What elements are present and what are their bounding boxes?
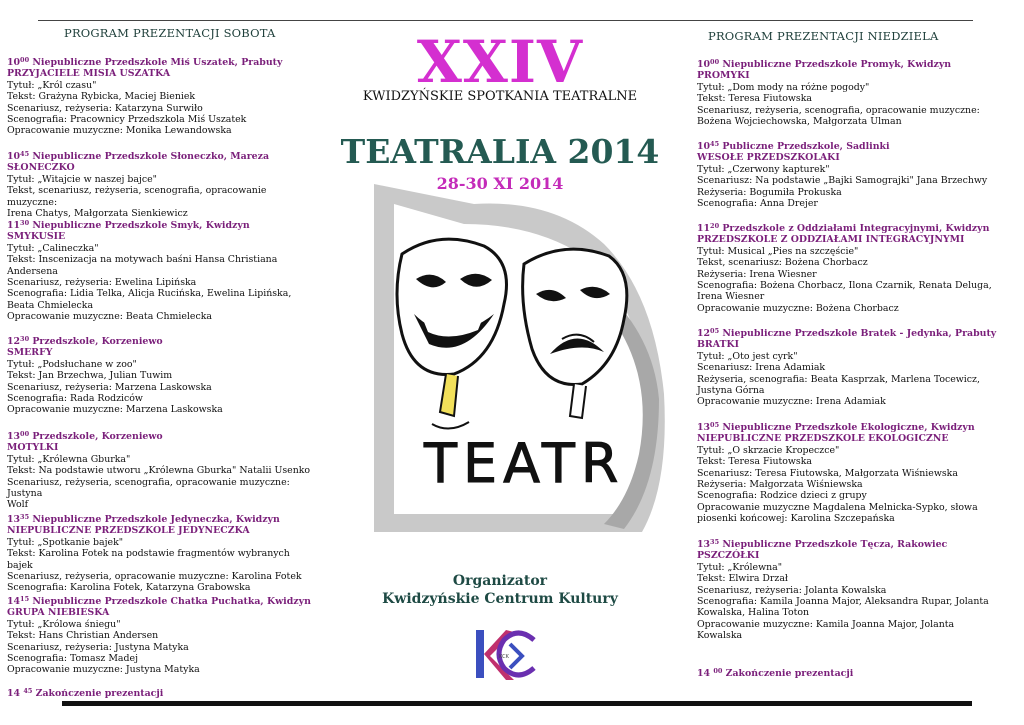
program-entry — [7, 686, 312, 699]
entry-time-minutes: 05 — [710, 421, 720, 429]
entry-detail: Tytuł: „Dom mody na różne pogody" — [697, 81, 870, 93]
bottom-rule — [62, 701, 972, 706]
entry-title — [697, 666, 1002, 679]
entry-detail: Tytuł: „Królowa śniegu" — [7, 618, 121, 630]
entry-detail: Bożena Wojciechowska, Małgorzata Ulman — [697, 116, 902, 128]
entry-group: NIEPUBLICZNE PRZEDSZKOLE JEDYNECZKA — [7, 525, 250, 537]
entry-time: 13 — [7, 514, 21, 525]
entry-time-minutes: 35 — [710, 538, 720, 546]
entry-detail: Reżyseria: Małgorzata Wiśniewska — [697, 479, 863, 491]
entry-detail: Tytuł: „Królewna" — [697, 561, 783, 573]
festival-title: TEATRALIA 2014 — [340, 132, 660, 171]
entry-detail: Justyna Górna — [697, 385, 765, 397]
entry-time-minutes: 30 — [20, 219, 30, 227]
entry-organizer: Niepubliczne Przedszkole Tęcza, Rakowiec — [719, 539, 948, 550]
teatr-lettering: TEATR — [424, 432, 625, 495]
entry-detail: Scenografia: Pracownicy Przedszkola Miś Uszatek — [7, 114, 247, 126]
entry-group: MOTYLKI — [7, 442, 59, 454]
entry-detail: Scenografia: Karolina Fotek, Katarzyna Grabowska — [7, 582, 251, 594]
entry-organizer: Zakończenie prezentacji — [32, 688, 164, 699]
entry-detail: Scenariusz, reżyseria: Marzena Laskowska — [7, 381, 212, 393]
entry-organizer: Niepubliczne Przedszkole Smyk, Kwidzyn — [29, 220, 250, 231]
entry-detail: Scenografia: Rada Rodziców — [7, 393, 143, 405]
entry-detail: Kowalska, Halina Toton — [697, 607, 810, 619]
entry-detail: Tytuł: „Witajcie w naszej bajce" — [7, 173, 157, 185]
entry-time-minutes: 30 — [20, 335, 30, 343]
entry-time-minutes: 15 — [20, 595, 30, 603]
entry-detail: Opracowanie muzyczne: Marzena Laskowska — [7, 404, 223, 416]
organizer-name: Kwidzyńskie Centrum Kultury — [382, 591, 618, 607]
top-rule — [38, 20, 973, 21]
entry-detail: Opracowanie muzyczne: Kamila Joanna Major, Jolanta — [697, 618, 955, 630]
entry-time-minutes: 45 — [23, 687, 33, 695]
entry-detail: Tytuł: „Oto jest cyrk" — [697, 350, 798, 362]
entry-detail: Scenariusz, reżyseria: Katarzyna Surwiło — [7, 102, 203, 114]
entry-title — [7, 429, 312, 442]
program-entry — [7, 512, 312, 594]
entry-time: 13 — [697, 422, 711, 433]
entry-detail: Tekst: Grażyna Rybicka, Maciej Bieniek — [7, 91, 196, 103]
entry-detail: Tytuł: „Calineczka" — [7, 242, 99, 254]
saturday-header: PROGRAM PREZENTACJI SOBOTA — [64, 26, 276, 40]
entry-detail: Scenariusz: Teresa Fiutowska, Małgorzata Wiśniewska — [697, 467, 958, 479]
entry-detail: Tekst, scenariusz, reżyseria, scenografia, opracowanie muzyczne: — [7, 185, 267, 208]
entry-time-minutes: 35 — [20, 513, 30, 521]
entry-detail: Tekst, scenariusz: Bożena Chorbacz — [697, 257, 868, 269]
entry-title — [7, 686, 312, 699]
entry-detail: Scenariusz, reżyseria: Justyna Matyka — [7, 641, 189, 653]
entry-detail: Scenariusz, reżyseria: Ewelina Lipińska — [7, 277, 197, 289]
entry-time-minutes: 45 — [20, 150, 30, 158]
edition-number: XXIV — [416, 28, 584, 96]
entry-time-minutes: 00 — [20, 56, 30, 64]
festival-dates: 28-30 XI 2014 — [436, 174, 564, 193]
entry-title — [7, 334, 312, 347]
entry-organizer: Niepubliczne Przedszkole Chatka Puchatka, Kwidzyn — [29, 596, 311, 607]
program-entry — [697, 326, 1002, 408]
entry-detail: Tytuł: „Spotkanie bajek" — [7, 536, 124, 548]
entry-detail: Scenografia: Kamila Joanna Major, Aleksandra Rupar, Jolanta — [697, 596, 989, 608]
entry-title — [7, 512, 312, 525]
entry-time: 10 — [697, 59, 711, 70]
entry-time: 10 — [7, 57, 21, 68]
entry-detail: Opracowanie muzyczne: Bożena Chorbacz — [697, 302, 899, 314]
entry-organizer: Przedszkole z Oddziałami Integracyjnymi, Kwidzyn — [719, 223, 990, 234]
entry-detail: Scenariusz: Na podstawie „Bajki Samograjki" Jana Brzechwy — [697, 175, 988, 187]
sunday-header: PROGRAM PREZENTACJI NIEDZIELA — [708, 29, 939, 43]
program-entry — [697, 666, 1002, 679]
entry-time-minutes: 05 — [710, 327, 720, 335]
entry-time-minutes: 20 — [710, 222, 720, 230]
entry-detail: Tytuł: Musical „Pies na szczęście" — [697, 245, 859, 257]
entry-time: 13 — [697, 539, 711, 550]
program-entry — [697, 57, 1002, 127]
entry-detail: Tekst: Inscenizacja na motywach baśni Hansa Christiana — [7, 254, 278, 266]
entry-title — [697, 57, 1002, 70]
festival-subtitle: KWIDZYŃSKIE SPOTKANIA TEATRALNE — [362, 89, 638, 104]
entry-detail: Tytuł: „Podsłuchane w zoo" — [7, 358, 137, 370]
entry-organizer: Niepubliczne Przedszkole Jedyneczka, Kwidzyn — [29, 514, 280, 525]
entry-group: PROMYKI — [697, 70, 750, 82]
entry-time: 11 — [697, 223, 711, 234]
entry-group: WESOŁE PRZEDSZKOLAKI — [697, 152, 840, 164]
entry-time: 14 — [7, 688, 24, 699]
entry-detail: Opracowanie muzyczne Magdalena Melnicka-Sypko, słowa — [697, 501, 978, 513]
program-entry — [697, 420, 1002, 525]
entry-detail: Opracowanie muzyczne: Monika Lewandowska — [7, 125, 232, 137]
entry-detail: Beata Chmielecka — [7, 299, 94, 311]
organizer-label: Organizator — [452, 573, 548, 589]
entry-detail: Scenariusz, reżyseria, opracowanie muzyczne: Karolina Fotek — [7, 571, 302, 583]
entry-detail: Tekst: Hans Christian Andersen — [7, 630, 159, 642]
entry-detail: Scenariusz, reżyseria: Jolanta Kowalska — [697, 584, 887, 596]
entry-title — [7, 594, 312, 607]
entry-detail: Andersena — [7, 265, 58, 277]
entry-detail: Tekst: Teresa Fiutowska — [697, 456, 813, 468]
organizer — [330, 572, 670, 608]
entry-organizer: Przedszkole, Korzeniewo — [29, 336, 163, 347]
kck-logo — [466, 622, 542, 686]
entry-detail: Reżyseria: Irena Wiesner — [697, 268, 817, 280]
entry-detail: Scenografia: Bożena Chorbacz, Ilona Czarnik, Renata Deluga, — [697, 280, 992, 292]
entry-detail: Scenariusz, reżyseria, scenografia, opracowanie muzyczne: Justyna — [7, 476, 290, 500]
entry-detail: Opracowanie muzyczne: Beata Chmielecka — [7, 311, 212, 323]
entry-organizer: Niepubliczne Przedszkole Promyk, Kwidzyn — [719, 59, 952, 70]
program-entry — [7, 594, 312, 676]
entry-detail: Tytuł: „Król czasu" — [7, 79, 97, 91]
entry-detail: Irena Chatys, Małgorzata Sienkiewicz — [7, 208, 188, 220]
entry-group: NIEPUBLICZNE PRZEDSZKOLE EKOLOGICZNE — [697, 433, 949, 445]
entry-group: PSZCZÓŁKI — [697, 550, 760, 562]
entry-time: 10 — [697, 141, 711, 152]
entry-organizer: Zakończenie prezentacji — [722, 668, 854, 679]
program-entry — [697, 537, 1002, 642]
entry-organizer: Niepubliczne Przedszkole Bratek - Jedynka, Prabuty — [719, 328, 997, 339]
program-entry — [7, 429, 312, 511]
program-entry — [7, 149, 312, 219]
entry-title — [697, 420, 1002, 433]
entry-title — [697, 537, 1002, 550]
entry-detail: Opracowanie muzyczne: Irena Adamiak — [697, 396, 886, 408]
entry-detail: Tytuł: „Królewna Gburka" — [7, 453, 131, 465]
entry-detail: Reżyseria: Bogumiła Prokuska — [697, 186, 842, 198]
entry-organizer: Przedszkole, Korzeniewo — [29, 431, 163, 442]
entry-organizer: Niepubliczne Przedszkole Ekologiczne, Kwidzyn — [719, 422, 975, 433]
entry-organizer: Niepubliczne Przedszkole Miś Uszatek, Prabuty — [29, 57, 283, 68]
entry-detail: Reżyseria, scenografia: Beata Kasprzak, Marlena Tocewicz, — [697, 373, 980, 385]
entry-time-minutes: 00 — [713, 667, 723, 675]
entry-time: 12 — [697, 328, 711, 339]
entry-time-minutes: 45 — [710, 140, 720, 148]
theatre-masks-illustration — [354, 184, 674, 534]
entry-detail: Tytuł: „Czerwony kapturek" — [697, 163, 830, 175]
entry-title — [7, 218, 312, 231]
entry-group: PRZYJACIELE MISIA USZATKA — [7, 68, 171, 80]
entry-detail: Scenografia: Rodzice dzieci z grupy — [697, 490, 867, 502]
entry-title — [7, 149, 312, 162]
program-entry — [7, 334, 312, 416]
entry-detail: Scenografia: Tomasz Madej — [7, 653, 138, 665]
entry-detail: Tekst: Elwira Drzał — [697, 573, 788, 585]
entry-detail: Tekst: Na podstawie utworu „Królewna Gburka" Natalii Usenko — [7, 465, 311, 477]
entry-detail: Scenariusz: Irena Adamiak — [697, 362, 826, 374]
entry-detail: Opracowanie muzyczne: Justyna Matyka — [7, 664, 200, 676]
entry-time-minutes: 00 — [20, 430, 30, 438]
entry-group: BRATKI — [697, 339, 739, 351]
program-entry — [7, 55, 312, 137]
entry-title — [697, 221, 1002, 234]
logo-lettering: KCK — [499, 654, 509, 660]
entry-detail: Scenografia: Anna Drejer — [697, 198, 818, 210]
entry-title — [7, 55, 312, 68]
entry-group: PRZEDSZKOLE Z ODDZIAŁAMI INTEGRACYJNYMI — [697, 234, 965, 246]
entry-detail: Tekst: Karolina Fotek na podstawie fragmentów wybranych bajek — [7, 548, 290, 571]
entry-organizer: Publiczne Przedszkole, Sadlinki — [719, 141, 890, 152]
entry-organizer: Niepubliczne Przedszkole Słoneczko, Mareza — [29, 151, 270, 162]
entry-detail: Scenariusz, reżyseria, scenografia, opracowanie muzyczne: — [697, 104, 980, 116]
entry-detail: Kowalska — [697, 630, 743, 642]
entry-time: 14 — [7, 596, 21, 607]
program-entry — [697, 221, 1002, 314]
entry-time: 10 — [7, 151, 21, 162]
program-entry — [7, 218, 312, 323]
entry-group: GRUPA NIEBIESKA — [7, 607, 110, 619]
entry-detail: Tekst: Jan Brzechwa, Julian Tuwim — [7, 370, 173, 382]
entry-time: 11 — [7, 220, 21, 231]
entry-group: SMYKUSIE — [7, 231, 66, 243]
entry-detail: Irena Wiesner — [697, 291, 765, 303]
entry-title — [697, 326, 1002, 339]
entry-time-minutes: 00 — [710, 58, 720, 66]
entry-detail: piosenki końcowej: Karolina Szczepańska — [697, 513, 895, 525]
entry-detail: Tytuł: „O skrzacie Kropeczce" — [697, 444, 840, 456]
entry-title — [697, 139, 1002, 152]
program-entry — [697, 139, 1002, 209]
entry-group: SMERFY — [7, 347, 53, 359]
entry-detail: Wolf — [7, 499, 29, 511]
entry-time: 14 — [697, 668, 714, 679]
entry-detail: Tekst: Teresa Fiutowska — [697, 93, 813, 105]
entry-group: SŁONECZKO — [7, 162, 75, 174]
entry-detail: Scenografia: Lidia Telka, Alicja Rucińska, Ewelina Lipińska, — [7, 288, 292, 300]
entry-time: 12 — [7, 336, 21, 347]
entry-time: 13 — [7, 431, 21, 442]
